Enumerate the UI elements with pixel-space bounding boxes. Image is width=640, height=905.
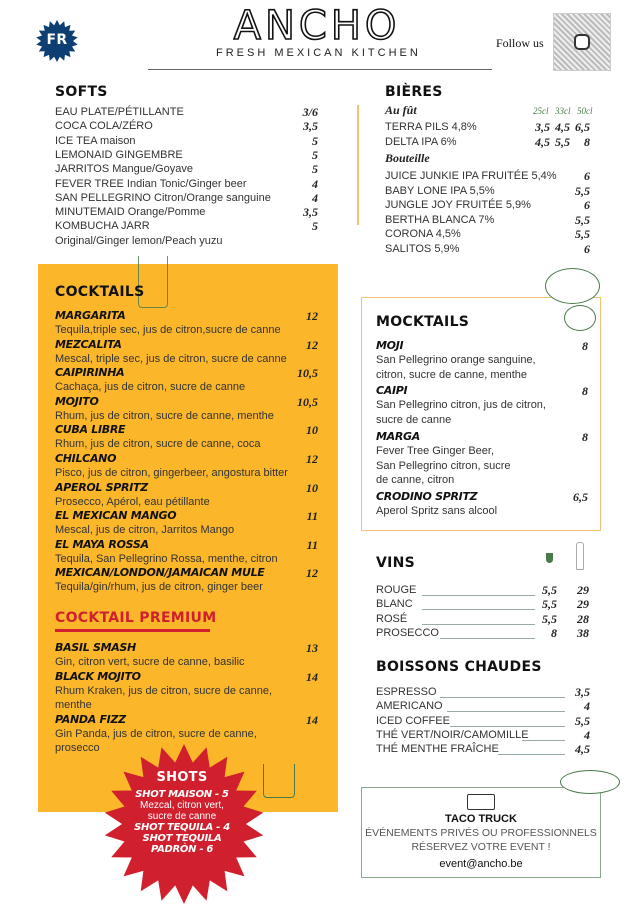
language-badge[interactable]: FR (36, 20, 78, 62)
soft-item-price: 5 (312, 147, 318, 162)
shot-tequila: SHOT TEQUILA - 4 (134, 822, 230, 833)
bottle-beer-name: BABY LONE IPA 5,5% (385, 184, 495, 197)
draft-label: Au fût (385, 103, 417, 117)
mocktail-name: CAIPI (376, 384, 408, 397)
cocktail-description: Rhum, jus de citron, sucre de canne, coca (55, 438, 261, 451)
cocktail-price: 13 (306, 641, 318, 655)
leader-line (422, 609, 535, 610)
wine-glass-price: 5,5 (542, 611, 557, 626)
shot-maison: SHOT MAISON - 5 (135, 789, 229, 800)
cocktail-description: Gin Panda, jus de citron, sucre de canne, prosecco (55, 727, 257, 755)
taco-truck-box (361, 787, 601, 878)
soft-item-name: LEMONAID GINGEMBRE (55, 148, 183, 161)
mocktail-name: MARGA (376, 430, 420, 443)
wine-name: ROUGE (376, 584, 417, 596)
bieres-divider (357, 105, 359, 225)
cocktail-description: Tequila,triple sec, jus de citron,sucre de canne (55, 324, 281, 336)
mocktail-description: Fever Tree Ginger Beer, San Pellegrino citron, sucre de canne, citron (376, 445, 511, 486)
bottle-label: Bouteille (385, 151, 430, 165)
cocktail-glass-icon (138, 256, 168, 308)
premium-title: COCKTAIL PREMIUM (55, 610, 217, 626)
bottle-beer-name: JUNGLE JOY FRUITÉE 5,9% (385, 199, 531, 211)
bottle-beer-name: JUICE JUNKIE IPA FRUITÉE 5,4% (385, 170, 557, 182)
bottle-beer-price: 5,5 (575, 183, 590, 198)
cocktail-description: Tequila/gin/rhum, jus de citron, ginger beer (55, 581, 263, 594)
mocktail-price: 8 (582, 430, 588, 444)
wine-bottle-price: 29 (577, 583, 589, 597)
mocktail-name: MOJI (376, 339, 404, 352)
mocktail-name: CRODINO SPRITZ (376, 490, 478, 503)
draft-beer-price: 6,5 (575, 120, 590, 134)
wine-glass-icon (546, 553, 553, 563)
cocktail-name: MEXICAN/LONDON/JAMAICAN MULE (55, 566, 265, 580)
cocktail-price: 11 (306, 537, 318, 552)
soft-item-price: 5 (312, 162, 318, 177)
taco-truck-line2: RÉSERVEZ VOTRE EVENT ! (411, 841, 551, 853)
wine-bottle-icon (576, 542, 584, 570)
cocktail-description: Tequila, San Pellegrino Rossa, menthe, citron (55, 552, 278, 565)
premium-underline (55, 629, 210, 632)
chaudes-title: BOISSONS CHAUDES (376, 659, 542, 675)
soft-item-price: 5 (312, 133, 318, 148)
draft-beer-name: TERRA PILS 4,8% (385, 121, 477, 133)
hot-drink-price: 4 (584, 727, 590, 742)
bottle-beer-price: 5,5 (575, 227, 590, 241)
cocktail-price: 11 (306, 509, 318, 524)
cocktail-description: Gin, citron vert, sucre de canne, basilic (55, 656, 245, 668)
event-email-link[interactable]: event@ancho.be (439, 858, 523, 870)
cocktail-price: 12 (306, 566, 318, 581)
draft-beer-price: 3,5 (535, 120, 550, 134)
hot-drink-name: THÉ MENTHE FRAÎCHE (376, 743, 499, 756)
size-label: 50cl (577, 106, 593, 116)
size-label: 33cl (555, 106, 571, 116)
cocktail-price: 10 (306, 480, 318, 495)
cocktails-title: COCKTAILS (55, 284, 145, 300)
cocktail-description: Pisco, jus de citron, gingerbeer, angostura bitter (55, 467, 288, 479)
cocktail-description: Prosecco, Apérol, eau pétillante (55, 495, 210, 508)
wine-name: PROSECCO (376, 626, 439, 639)
mocktails-title: MOCKTAILS (376, 314, 470, 330)
shots-title: SHOTS (156, 770, 208, 785)
leader-line (422, 595, 535, 596)
cocktail-name: EL MAYA ROSSA (55, 537, 149, 551)
sombrero-icon (560, 770, 620, 794)
wine-bottle-price: 29 (577, 597, 589, 612)
soft-item-name: Original/Ginger lemon/Peach yuzu (55, 234, 223, 247)
softs-title: SOFTS (55, 84, 108, 100)
leader-line (450, 726, 565, 727)
hot-drink-name: AMERICANO (376, 700, 443, 713)
soft-item-name: KOMBUCHA JARR (55, 220, 150, 233)
cocktail-price: 12 (306, 337, 318, 352)
cocktail-name: MEZCALITA (55, 337, 122, 351)
bottle-beer-name: SALITOS 5,9% (385, 242, 460, 255)
cocktail-price: 14 (306, 712, 318, 727)
taco-truck-line1: ÉVÉNEMENTS PRIVÉS OU PROFESSIONNELS (365, 827, 597, 839)
mocktail-price: 8 (582, 339, 588, 353)
vins-title: VINS (376, 555, 416, 571)
wine-glass-price: 5,5 (542, 583, 557, 597)
shot-desc: Mezcal, citron vert, (140, 800, 224, 811)
draft-beer-price: 4,5 (555, 120, 570, 134)
soft-item-name: ICE TEA maison (55, 134, 136, 147)
shot-padron-price: PADRÒN - 6 (150, 844, 214, 855)
size-label: 25cl (533, 106, 549, 116)
shot-desc: sucre de canne (147, 811, 217, 822)
taco-truck-title: TACO TRUCK (445, 813, 517, 825)
draft-beer-price: 8 (584, 134, 590, 149)
cocktail-name: MARGARITA (55, 309, 126, 322)
cocktail-price: 12 (306, 309, 318, 323)
cocktail-name: BLACK MOJITO (55, 669, 141, 683)
leader-line (440, 638, 535, 639)
cocktail-description: Mescal, triple sec, jus de citron, sucre de canne (55, 352, 287, 365)
bottle-beer-name: CORONA 4,5% (385, 228, 461, 240)
bieres-title: BIÈRES (385, 84, 443, 100)
soft-item-price: 3/6 (302, 105, 318, 119)
wine-name: BLANC (376, 598, 413, 611)
header-divider (148, 69, 492, 70)
wine-name: ROSÉ (376, 612, 408, 625)
cocktail-name: CHILCANO (55, 452, 117, 465)
shot-glass-icon (263, 764, 295, 798)
wine-glass-price: 5,5 (542, 597, 557, 612)
soft-item-name: FEVER TREE Indian Tonic/Ginger beer (55, 177, 247, 190)
cocktail-name: CUBA LIBRE (55, 423, 126, 437)
bottle-beer-name: BERTHA BLANCA 7% (385, 213, 495, 226)
bottle-beer-price: 6 (584, 169, 590, 183)
cocktail-price: 10 (306, 423, 318, 438)
leader-line (422, 624, 535, 625)
soft-item-price: 4 (312, 176, 318, 191)
wine-glass-price: 8 (551, 625, 557, 640)
bottle-beer-price: 6 (584, 198, 590, 212)
hot-drink-name: ESPRESSO (376, 686, 437, 698)
leader-line (522, 740, 565, 741)
soft-item-price: 5 (312, 219, 318, 234)
soft-item-name: MINUTEMAID Orange/Pomme (55, 206, 206, 219)
cocktail-price: 14 (306, 669, 318, 684)
cocktail-price: 10,5 (297, 394, 318, 409)
draft-beer-name: DELTA IPA 6% (385, 135, 457, 148)
soft-item-price: 4 (312, 190, 318, 205)
cocktail-description: Rhum, jus de citron, sucre de canne, menthe (55, 409, 274, 422)
leader-line (498, 754, 565, 755)
draft-beer-price: 4,5 (535, 134, 550, 149)
food-truck-icon (467, 794, 495, 810)
cocktail-description: Cachaça, jus de citron, sucre de canne (55, 381, 246, 394)
cocktail-description: Mescal, jus de citron, Jarritos Mango (55, 524, 235, 537)
wine-bottle-price: 28 (577, 611, 589, 626)
mocktail-price: 6,5 (573, 490, 588, 504)
cocktail-price: 10,5 (297, 366, 318, 381)
hot-drink-price: 5,5 (575, 713, 590, 728)
bottle-beer-price: 5,5 (575, 212, 590, 227)
draft-beer-price: 5,5 (555, 134, 570, 149)
cocktail-name: CAIPIRINHA (55, 366, 125, 380)
cocktail-name: PANDA FIZZ (55, 712, 126, 726)
lime-slice-icon (564, 305, 596, 331)
mocktail-description: San Pellegrino orange sanguine, citron, sucre de canne, menthe (376, 354, 536, 381)
cocktail-name: BASIL SMASH (55, 641, 136, 654)
mocktail-price: 8 (582, 384, 588, 398)
logo: ANCHO FRESH MEXICAN KITCHEN (216, 3, 421, 59)
wine-bottle-price: 38 (577, 625, 589, 640)
mocktail-description: Aperol Spritz sans alcool (376, 505, 498, 517)
hot-drink-name: THÉ VERT/NOIR/CAMOMILLE (376, 728, 529, 741)
soft-item-name: JARRITOS Mangue/Goyave (55, 163, 193, 176)
instagram-qr-code[interactable] (553, 13, 611, 71)
shot-tequila-padron: SHOT TEQUILA (142, 833, 222, 844)
soft-item-name: COCA COLA/ZÉRO (55, 120, 153, 133)
soft-item-name: EAU PLATE/PÉTILLANTE (55, 106, 184, 118)
soft-item-name: SAN PELLEGRINO Citron/Orange sanguine (55, 191, 271, 204)
shots-block (104, 770, 260, 855)
leader-line (440, 697, 565, 698)
soft-item-price: 3,5 (303, 119, 318, 134)
lime-icon (545, 268, 600, 304)
hot-drink-price: 3,5 (575, 685, 590, 699)
cocktail-name: MOJITO (55, 394, 99, 408)
cocktail-name: APEROL SPRITZ (55, 480, 148, 494)
hot-drink-name: ICED COFFEE (376, 714, 450, 727)
cocktail-price: 12 (306, 452, 318, 466)
soft-item-price: 3,5 (303, 205, 318, 220)
follow-us-label: Follow us (496, 36, 544, 50)
cocktail-name: EL MEXICAN MANGO (55, 509, 177, 523)
hot-drink-price: 4,5 (575, 742, 590, 757)
bottle-beer-price: 6 (584, 241, 590, 256)
mocktail-description: San Pellegrino citron, jus de citron, sucre de canne (376, 399, 546, 426)
hot-drink-price: 4 (584, 699, 590, 714)
leader-line (447, 711, 565, 712)
cocktail-description: Rhum Kraken, jus de citron, sucre de canne, menthe (55, 684, 273, 712)
instagram-icon (574, 34, 590, 50)
